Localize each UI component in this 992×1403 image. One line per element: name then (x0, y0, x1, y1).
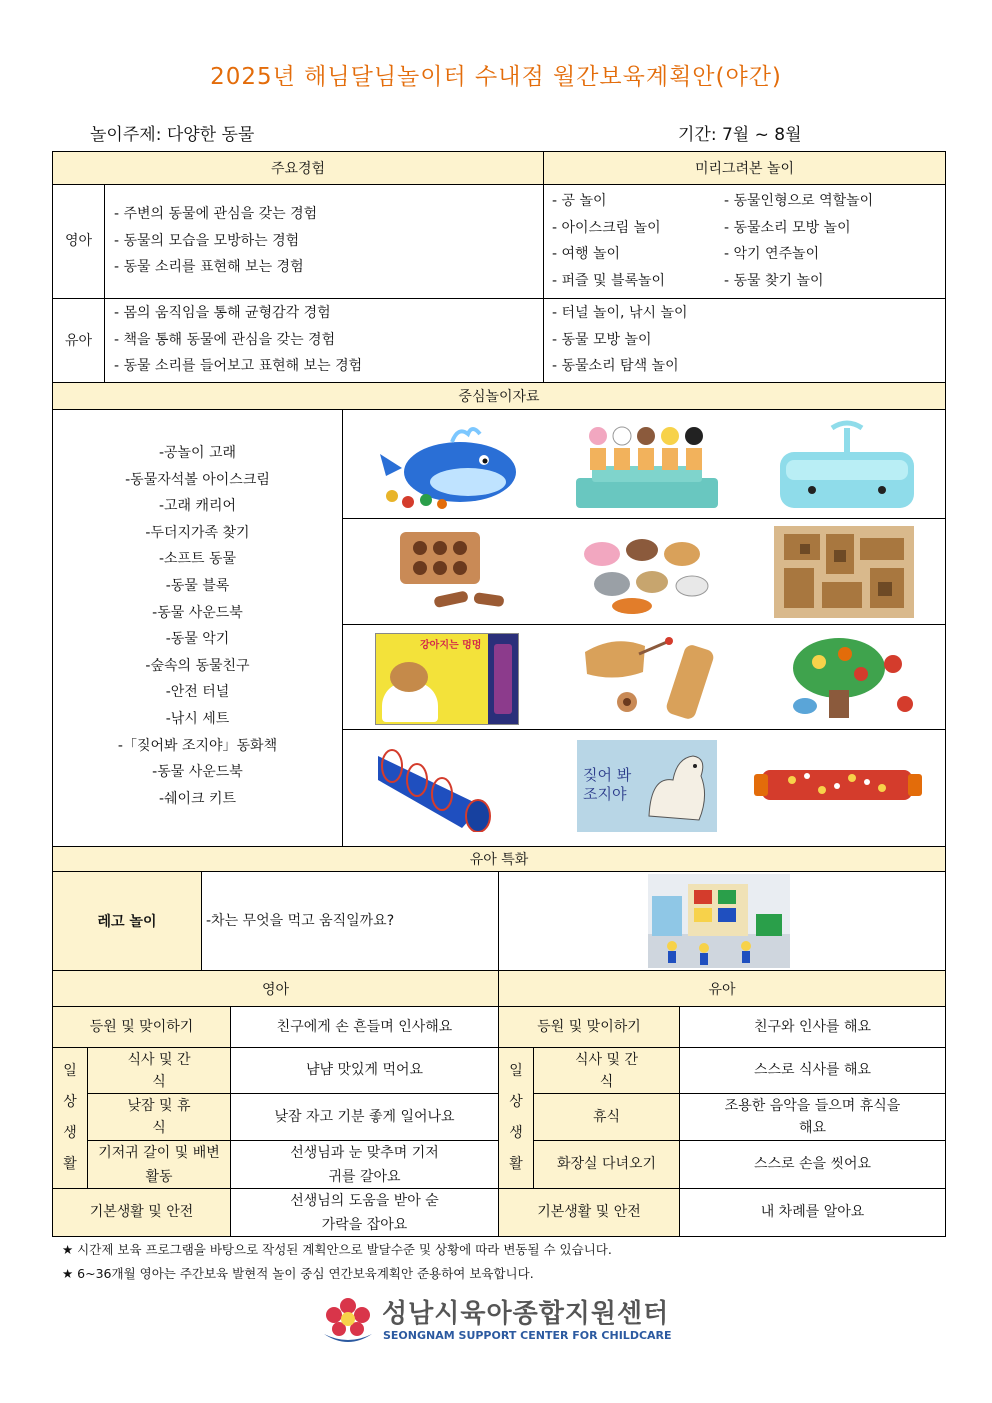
list-item: - 동물인형으로 역할놀이 (724, 193, 874, 209)
toddler-arrival-label (499, 1007, 679, 1047)
list-item: -동물 악기 (165, 631, 230, 648)
infant-experience-list (114, 201, 317, 281)
dog-sound-book-image (375, 633, 519, 725)
list-item: -숲속의 동물친구 (145, 657, 250, 674)
toddler-row-label: 유아 (64, 332, 93, 349)
toddler-meal-value: 스스로 식사를 해요 (753, 1062, 872, 1079)
infant-arrival-value: 친구에게 손 흔들며 인사해요 (276, 1018, 453, 1035)
soft-animals-image (572, 524, 722, 616)
shake-kit-image (752, 756, 924, 816)
toddler-daily-life-label (499, 1048, 533, 1188)
list-item: -동물자석볼 아이스크림 (125, 471, 270, 488)
infant-play-list-1 (552, 188, 665, 294)
animal-blocks-image (774, 526, 914, 618)
footnote-2: ★ 6~36개월 영아는 주간보육 발현적 놀이 중심 연간보육계획안 준용하여 보육합니다. (62, 1266, 534, 1281)
infant-nap-label (88, 1094, 230, 1140)
list-item: -쉐이크 키트 (158, 790, 237, 807)
lego-play-label (53, 872, 201, 970)
daily-infant-header-text: 영아 (261, 981, 290, 998)
list-item: - 동물 소리를 표현해 보는 경험 (114, 259, 304, 276)
toddler-rest-label (534, 1094, 679, 1140)
play-theme: 놀이주제: 다양한 동물 (90, 125, 255, 145)
special-header (53, 847, 945, 871)
list-item: - 동물 찾기 놀이 (724, 272, 824, 289)
page-title: 2025년 해님달님놀이터 수내점 월간보육계획안(야간) (210, 64, 782, 90)
mole-family-image (380, 524, 520, 616)
list-item: - 몸의 움직임을 통해 균형감각 경험 (114, 305, 331, 321)
infant-meal-label-text: 식사 및 간식 (127, 1051, 191, 1090)
bark-george-book-image (577, 740, 717, 832)
infant-diaper-value-text: 선생님과 눈 맞추며 기저귀를 갈아요 (290, 1144, 439, 1185)
footnote-1: ★ 시간제 보육 프로그램을 바탕으로 작성된 계획안으로 발달수준 및 상황에 따라 변동될 수 있습니다. (62, 1242, 612, 1257)
animal-instruments-image (575, 632, 725, 724)
infant-diaper-label (88, 1141, 230, 1188)
whale-ball-toy-image (372, 420, 522, 512)
list-item: - 동물소리 탐색 놀이 (552, 358, 679, 375)
toddler-meal-label-text: 식사 및 간식 (575, 1051, 638, 1090)
toddler-rest-value (680, 1094, 945, 1140)
list-item: -소프트 동물 (158, 551, 237, 568)
list-item: - 동물의 모습을 모방하는 경험 (114, 232, 300, 249)
center-logo-icon (320, 1296, 376, 1344)
toddler-safety-value: 내 차례를 알아요 (760, 1204, 865, 1221)
materials-header (53, 383, 945, 409)
list-item: - 여행 놀이 (552, 246, 621, 263)
whale-carrier-image (772, 420, 922, 512)
toddler-daily-life-label-text: 일상생활 (509, 1063, 523, 1172)
infant-daily-life-label (53, 1048, 87, 1188)
toddler-safety-label (499, 1189, 679, 1236)
list-item: -동물 사운드북 (152, 764, 243, 781)
plan-period: 기간: 7월 ~ 8월 (678, 125, 802, 145)
infant-play-list-2 (724, 188, 873, 294)
infant-arrival-label (53, 1007, 230, 1047)
infant-row-label: 영아 (64, 233, 93, 250)
list-item: -낚시 세트 (165, 710, 230, 727)
toddler-toilet-label (534, 1141, 679, 1188)
toddler-rest-label-text: 휴식 (592, 1108, 621, 1125)
planned-play-header (544, 152, 945, 184)
animal-ice-cream-image (572, 420, 722, 512)
list-item: -「짖어봐 조지야」동화책 (117, 737, 278, 754)
list-item: - 아이스크림 놀이 (552, 219, 661, 236)
book-title-text: 짖어 봐 조지야 (583, 766, 632, 803)
list-item: - 동물소리 모방 놀이 (724, 219, 851, 236)
toddler-meal-label (534, 1048, 679, 1093)
center-name-english: SEONGNAM SUPPORT CENTER FOR CHILDCARE (383, 1329, 672, 1342)
lego-play-label-text: 레고 놀이 (97, 914, 157, 930)
list-item: -안전 터널 (165, 684, 230, 701)
list-item: -공놀이 고래 (158, 445, 237, 461)
list-item: - 주변의 동물에 관심을 갖는 경험 (114, 206, 318, 222)
daily-toddler-header-text: 유아 (708, 981, 736, 998)
infant-diaper-value (231, 1141, 498, 1188)
infant-safety-value-text: 선생님의 도움을 받아 숟가락을 잡아요 (290, 1192, 439, 1233)
center-name-korean: 성남시육아종합지원센터 (382, 1299, 670, 1329)
infant-daily-life-label-text: 일상생활 (63, 1063, 77, 1172)
planned-play-header-text: 미리그려본 놀이 (694, 161, 795, 177)
special-header-text: 유아 특화 (469, 852, 529, 868)
toddler-arrival-value: 친구와 인사를 해요 (753, 1018, 872, 1035)
daily-infant-header (53, 971, 498, 1006)
infant-safety-label (53, 1189, 230, 1236)
toddler-toilet-label-text: 화장실 다녀오기 (556, 1156, 657, 1173)
toddler-toilet-value: 스스로 손을 씻어요 (753, 1156, 872, 1173)
toddler-safety-label-text: 기본생활 및 안전 (537, 1204, 641, 1221)
list-item: -고래 캐리어 (158, 498, 237, 515)
toddler-rest-value-text: 조용한 음악을 들으며 휴식을 해요 (724, 1098, 901, 1136)
list-item: - 악기 연주놀이 (724, 246, 820, 263)
lego-play-desc: -차는 무엇을 먹고 움직일까요? (206, 913, 395, 929)
list-item: - 터널 놀이, 낚시 놀이 (552, 305, 688, 321)
infant-nap-label-text: 낮잠 및 휴식 (127, 1098, 191, 1136)
infant-safety-value (231, 1189, 498, 1236)
list-item: -두더지가족 찾기 (145, 524, 250, 541)
forest-animal-tree-image (775, 632, 925, 724)
toddler-play-list (552, 300, 688, 380)
materials-header-text: 중심놀이자료 (458, 389, 540, 405)
list-item: - 동물 모방 놀이 (552, 331, 652, 348)
infant-meal-label (88, 1048, 230, 1093)
infant-arrival-label-text: 등원 및 맞이하기 (89, 1018, 194, 1035)
infant-nap-value: 낮잠 자고 기분 좋게 일어나요 (274, 1108, 455, 1125)
toddler-experience-list (114, 300, 362, 380)
infant-diaper-label-text: 기저귀 갈이 및 배변 활동 (98, 1144, 220, 1185)
list-item: - 동물 소리를 들어보고 표현해 보는 경험 (114, 358, 363, 375)
main-experience-header (53, 152, 543, 184)
toddler-arrival-label-text: 등원 및 맞이하기 (537, 1018, 641, 1035)
materials-list (53, 440, 342, 812)
list-item: - 퍼즐 및 블록놀이 (552, 272, 666, 289)
daily-toddler-header (499, 971, 945, 1006)
list-item: - 공 놀이 (552, 193, 607, 209)
list-item: -동물 블록 (165, 577, 230, 594)
main-experience-header-text: 주요경험 (270, 161, 326, 177)
list-item: -동물 사운드북 (152, 604, 243, 621)
infant-safety-label-text: 기본생활 및 안전 (89, 1204, 194, 1221)
list-item: - 책을 통해 동물에 관심을 갖는 경험 (114, 331, 336, 348)
play-tunnel-image (372, 736, 522, 832)
book-title-text: 강아지는 멍멍 (420, 640, 482, 651)
lego-play-image (648, 874, 790, 968)
infant-meal-value: 냠냠 맛있게 먹어요 (305, 1062, 424, 1079)
